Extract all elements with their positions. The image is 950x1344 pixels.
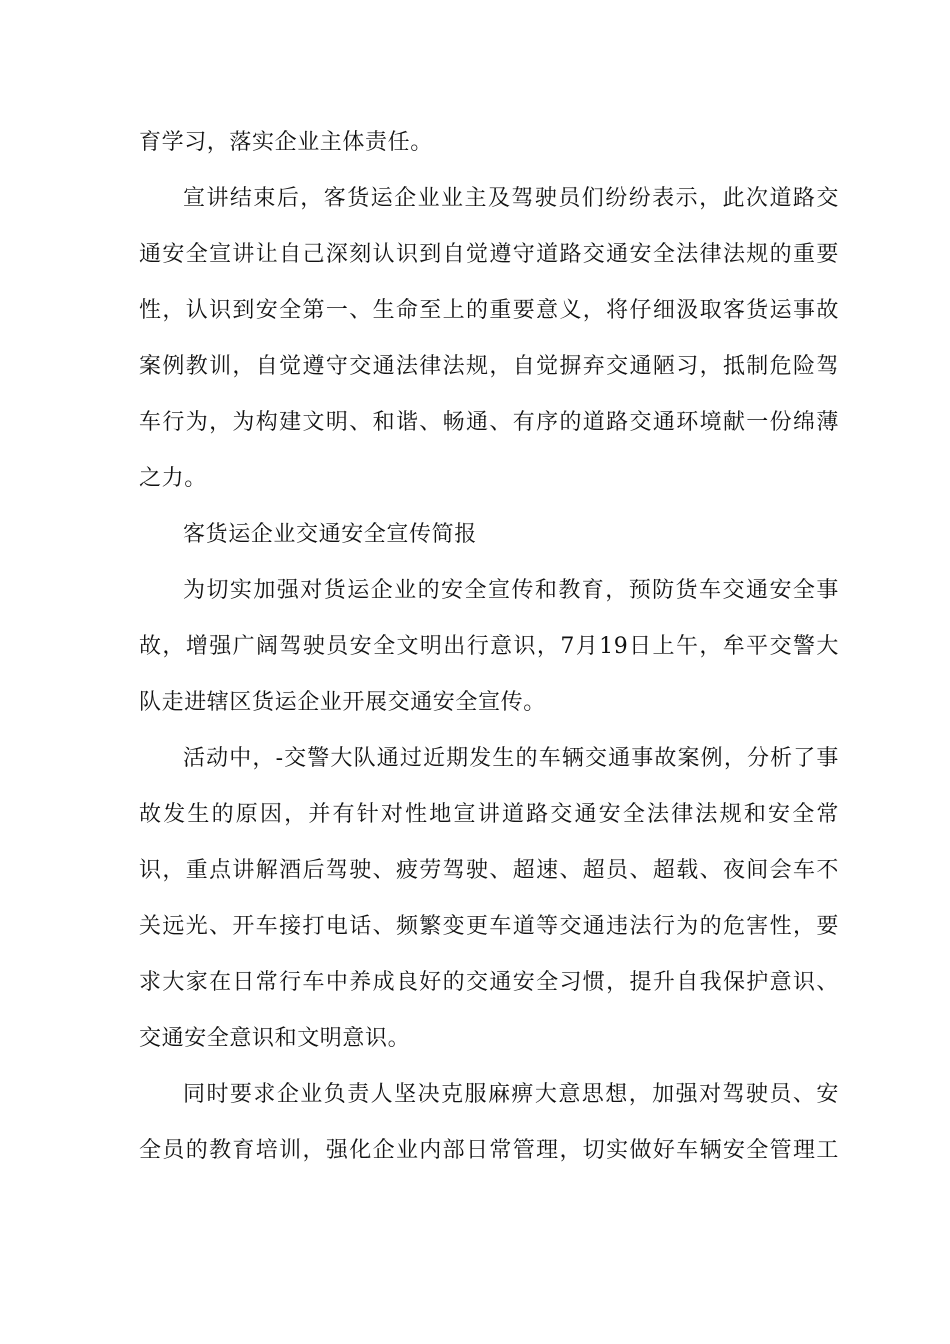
text-line: 育学习，落实企业主体责任。	[139, 130, 433, 155]
text-line: 车行为，为构建文明、和谐、畅通、有序的道路交通环境献一份绵薄	[139, 410, 839, 435]
paragraph-first-line: 为切实加强对货运企业的安全宣传和教育，预防货车交通安全事	[183, 578, 839, 603]
text-line: 之力。	[139, 466, 207, 491]
paragraph-first-line: 活动中，-交警大队通过近期发生的车辆交通事故案例，分析了事	[183, 746, 839, 771]
text-line: 交通安全意识和文明意识。	[139, 1026, 411, 1051]
text-line: 故发生的原因，并有针对性地宣讲道路交通安全法律法规和安全常	[139, 802, 839, 827]
text-line: 全员的教育培训，强化企业内部日常管理，切实做好车辆安全管理工	[139, 1138, 839, 1163]
text-line: 通安全宣讲让自己深刻认识到自觉遵守道路交通安全法律法规的重要	[139, 242, 839, 267]
text-line: 求大家在日常行车中养成良好的交通安全习惯，提升自我保护意识、	[139, 970, 839, 995]
text-line: 案例教训，自觉遵守交通法律法规，自觉摒弃交通陋习，抵制危险驾	[139, 354, 839, 379]
text-line: 关远光、开车接打电话、频繁变更车道等交通违法行为的危害性，要	[139, 914, 839, 939]
text-line: 性，认识到安全第一、生命至上的重要意义，将仔细汲取客货运事故	[139, 298, 839, 323]
section-title: 客货运企业交通安全宣传简报	[183, 522, 477, 547]
paragraph-first-line: 宣讲结束后，客货运企业业主及驾驶员们纷纷表示，此次道路交	[183, 186, 839, 211]
text-line: 识，重点讲解酒后驾驶、疲劳驾驶、超速、超员、超载、夜间会车不	[139, 858, 839, 883]
text-line: 队走进辖区货运企业开展交通安全宣传。	[139, 690, 546, 715]
paragraph-first-line: 同时要求企业负责人坚决克服麻痹大意思想，加强对驾驶员、安	[183, 1082, 839, 1107]
text-line: 故，增强广阔驾驶员安全文明出行意识，7月19日上午，牟平交警大	[139, 634, 839, 659]
